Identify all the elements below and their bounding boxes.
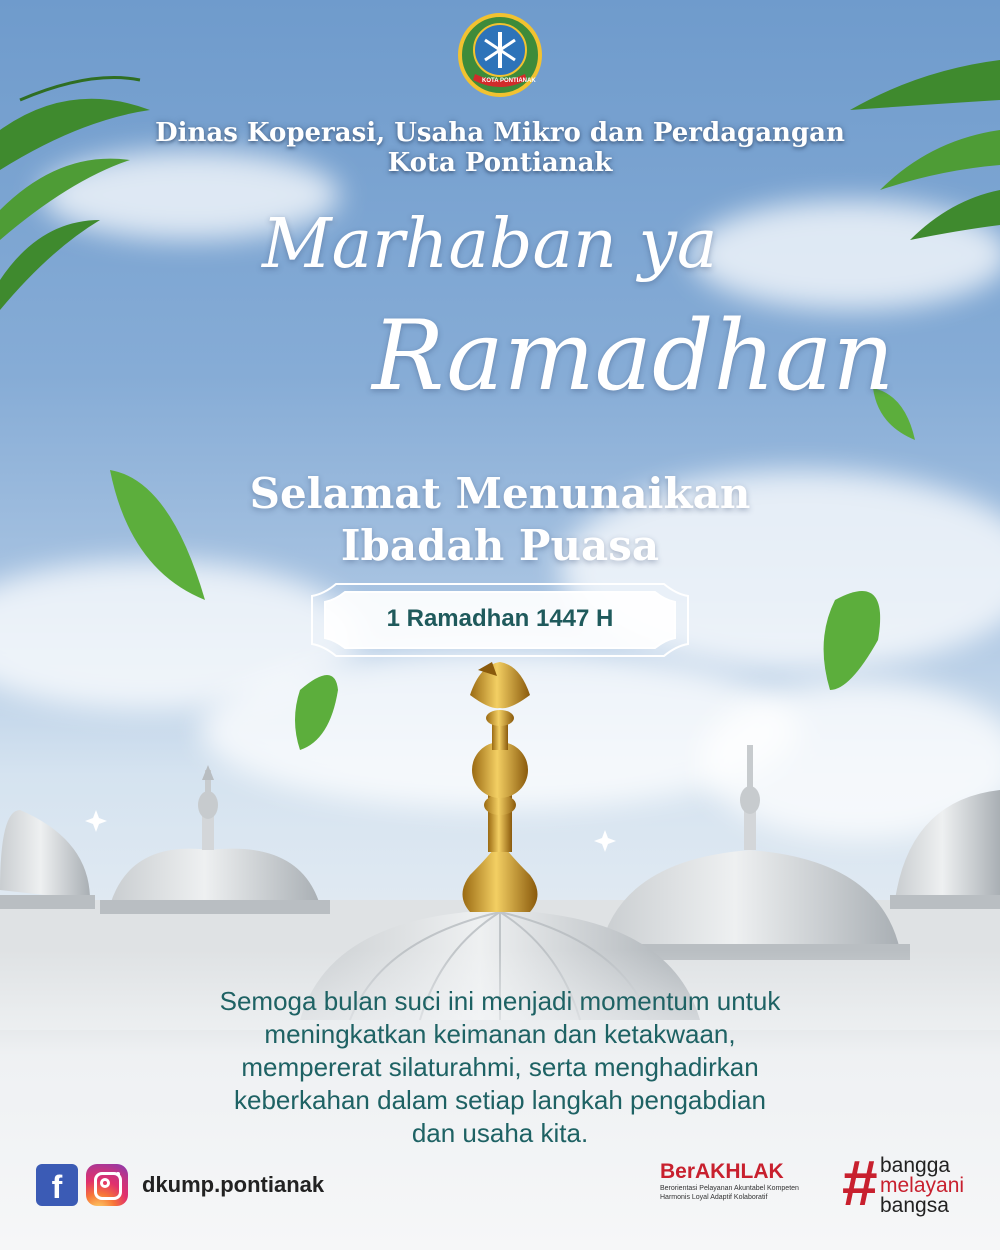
message-line: keberkahan dalam setiap langkah pengabdian — [234, 1085, 766, 1115]
social-handle[interactable]: dkump.pontianak — [142, 1172, 325, 1197]
message-paragraph — [100, 985, 900, 1150]
social-media-row — [36, 1163, 324, 1207]
message-line: dan usaha kita. — [411, 1118, 589, 1148]
logo-text: KOTA PONTIANAK — [482, 78, 536, 84]
message-line: Semoga bulan suci ini menjadi momentum untuk — [219, 986, 781, 1016]
berakhlak-tagline: Berorientasi Pelayanan Akuntabel Kompeten — [660, 1185, 799, 1192]
bangsa-word: bangsa — [880, 1194, 949, 1217]
organization-name-line1: Dinas Koperasi, Usaha Mikro dan Perdagangan — [155, 118, 845, 148]
date-badge — [318, 590, 682, 648]
instagram-icon[interactable] — [86, 1164, 128, 1206]
berakhlak-wordmark: BerAKHLAK — [660, 1160, 784, 1183]
message-line: meningkatkan keimanan dan ketakwaan, — [264, 1019, 736, 1049]
kota-pontianak-logo — [455, 10, 545, 100]
palm-leaf-left — [0, 78, 150, 311]
hijri-date: 1 Ramadhan 1447 H — [386, 605, 614, 632]
message-line: mempererat silaturahmi, serta menghadirkan — [241, 1052, 759, 1082]
hash-symbol: # — [842, 1147, 878, 1219]
headline-ramadhan: Ramadhan — [372, 300, 895, 412]
facebook-icon[interactable]: f — [36, 1164, 78, 1206]
greeting-line1: Selamat Menunaikan — [249, 469, 751, 518]
organization-name-line2: Kota Pontianak — [387, 148, 613, 178]
melayani-word: melayani — [880, 1174, 965, 1197]
headline-marhaban-ya: Marhaban ya — [262, 205, 718, 284]
berakhlak-tagline: Harmonis Loyal Adaptif Kolaboratif — [660, 1194, 768, 1201]
golden-finial — [463, 662, 538, 912]
bangga-word: bangga — [880, 1154, 951, 1177]
bangga-melayani-bangsa-logo — [842, 1147, 992, 1220]
greeting-line2: Ibadah Puasa — [340, 521, 660, 570]
berakhlak-logo — [660, 1160, 830, 1202]
